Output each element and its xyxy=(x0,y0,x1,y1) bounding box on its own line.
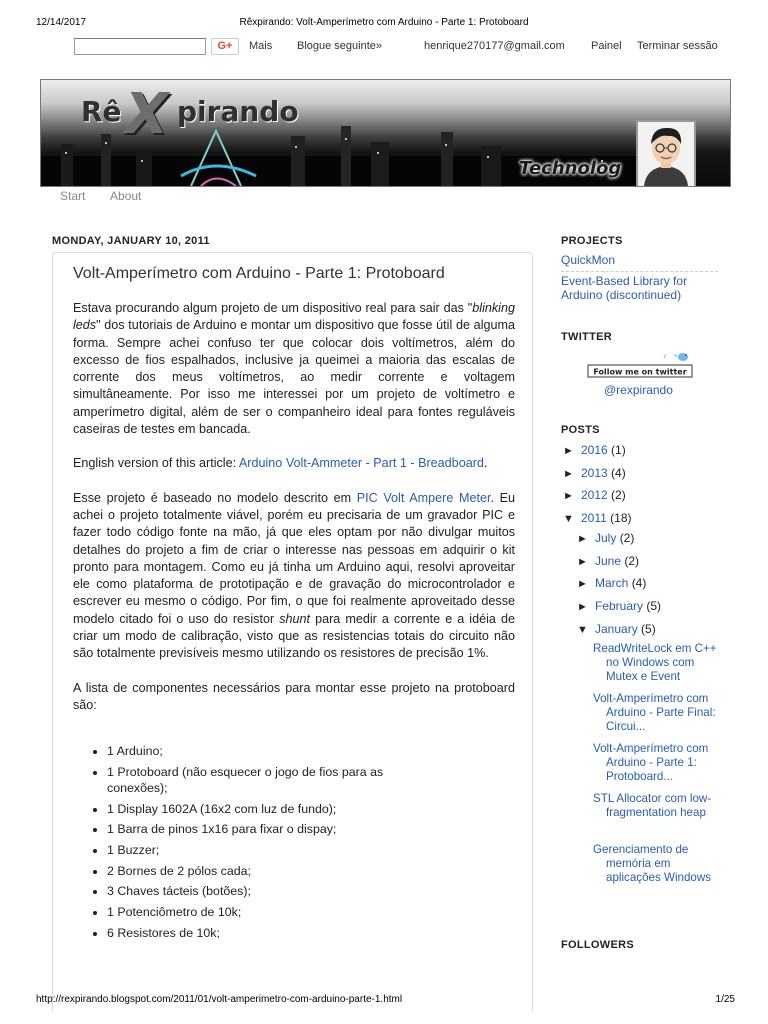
archive-year-2011[interactable]: ▼ 2011 (18) xyxy=(563,511,632,525)
list-item: • 1 Barra de pinos 1x16 para fixar o dispay; xyxy=(107,821,515,837)
collapse-arrow-icon: ▼ xyxy=(577,624,588,636)
list-item: • 3 Chaves tácteis (botões); xyxy=(107,883,515,899)
list-item: • 6 Resistores de 10k; xyxy=(107,925,515,941)
projects-heading: PROJECTS xyxy=(561,235,623,247)
list-item: • 1 Protoboard (não esquecer o jogo de fios para as conexões); xyxy=(107,764,515,796)
tab-start[interactable]: Start xyxy=(60,189,86,203)
list-item: • 1 Potenciômetro de 10k; xyxy=(107,904,515,920)
print-footer xyxy=(0,994,768,1008)
archive-year-2012[interactable]: ► 2012 (2) xyxy=(563,488,626,502)
twitter-bird-icon xyxy=(678,353,688,361)
more-link[interactable]: Mais xyxy=(249,40,273,52)
google-plus-button[interactable]: G+ xyxy=(211,38,239,55)
archive-month-june[interactable]: ► June (2) xyxy=(577,554,640,568)
archive-month-july[interactable]: ► July (2) xyxy=(577,531,635,545)
list-item: • 2 Bornes de 2 pólos cada; xyxy=(107,863,515,879)
archive-month-march[interactable]: ► March (4) xyxy=(577,576,647,590)
expand-arrow-icon: ► xyxy=(563,468,574,480)
archive-post-link[interactable]: Gerenciamento de memória em aplicações Windows xyxy=(593,843,712,884)
signout-link[interactable]: Terminar sessão xyxy=(637,40,718,52)
archive-year-2013[interactable]: ► 2013 (4) xyxy=(563,466,626,480)
logo-text-left: Rê xyxy=(81,95,122,128)
english-version-link[interactable]: Arduino Volt-Ammeter - Part 1 - Breadboard xyxy=(238,456,484,471)
archive-month-january[interactable]: ▼ January (5) xyxy=(577,622,656,636)
blogger-navbar xyxy=(70,36,740,58)
post-body xyxy=(73,300,515,945)
archive-year-2016[interactable]: ► 2016 (1) xyxy=(563,443,626,457)
next-blog-link[interactable]: Blogue seguinte» xyxy=(297,40,383,52)
print-page-number: 1/25 xyxy=(715,994,735,1005)
followers-heading: FOLLOWERS xyxy=(561,939,634,951)
post-paragraph: A lista de componentes necessários para montar esse projeto na protoboard são: xyxy=(73,680,515,712)
expand-arrow-icon: ► xyxy=(577,601,588,613)
list-item: • 1 Display 1602A (16x2 com luz de fundo); xyxy=(107,801,515,817)
svg-text:♪: ♪ xyxy=(663,353,667,360)
pic-volt-ampere-meter-link[interactable]: PIC Volt Ampere Meter xyxy=(356,490,491,505)
post-paragraph: Estava procurando algum projeto de um dispositivo real para sair das "blinking leds" dos tutoriais de Arduino e montar um dispositivo que fosse útil de alguma forma. Sempre achei confuso ter que colocar dois voltímetros, além do excesso de fios espalhados, inclusive ja queimei a maioria das escalas de corrente dos meus voltímetros, ao medir corrente e voltagem simultâneamente. Por isso me interessei por um projeto de voltímetro e amperímetro digital, além de ser o companheiro ideal para fontes reguláveis caseiras de testes em bancada. xyxy=(73,301,515,437)
twitter-heading: TWITTER xyxy=(561,331,612,343)
post-title[interactable]: Volt-Amperímetro com Arduino - Parte 1: Protoboard xyxy=(73,265,445,282)
archive-post-link[interactable]: Volt-Amperímetro com Arduino - Parte Final: Circui... xyxy=(593,692,716,733)
user-email: henrique270177@gmail.com xyxy=(424,40,565,52)
post-paragraph: English version of this article: Arduino Volt-Ammeter - Part 1 - Breadboard. xyxy=(73,456,488,471)
project-link-event-library[interactable]: Event-Based Library for Arduino (discontinued) xyxy=(561,274,688,302)
blog-header-banner[interactable] xyxy=(40,79,731,187)
divider xyxy=(561,271,718,272)
posts-heading: POSTS xyxy=(561,424,600,436)
expand-arrow-icon: ► xyxy=(563,445,574,457)
tab-about[interactable]: About xyxy=(110,189,142,203)
print-title: Rêxpirando: Volt-Amperímetro com Arduino - Parte 1: Protoboard xyxy=(239,17,529,28)
collapse-arrow-icon: ▼ xyxy=(563,513,574,525)
post-date-header: MONDAY, JANUARY 10, 2011 xyxy=(52,235,210,247)
list-item: • 1 Buzzer; xyxy=(107,842,515,858)
expand-arrow-icon: ► xyxy=(577,556,588,568)
archive-post-link[interactable]: ReadWriteLock em C++ no Windows com Mutex e Event xyxy=(593,642,717,683)
banner-tagline: Technolog xyxy=(519,158,622,179)
twitter-badge-text: Follow me on twitter xyxy=(593,367,687,377)
expand-arrow-icon: ► xyxy=(577,578,588,590)
print-header xyxy=(0,17,768,31)
logo-text-right: pirando xyxy=(177,95,299,128)
expand-arrow-icon: ► xyxy=(563,490,574,502)
list-item: • 1 Arduino; xyxy=(107,743,515,759)
emphasis-text: blinking leds xyxy=(73,301,515,333)
project-link-quickmon[interactable]: QuickMon xyxy=(561,253,616,267)
twitter-follow-badge[interactable] xyxy=(587,349,695,379)
dashboard-link[interactable]: Painel xyxy=(591,40,622,52)
emphasis-text: shunt xyxy=(279,611,311,626)
archive-post-link[interactable]: Volt-Amperímetro com Arduino - Parte 1: Protoboard... xyxy=(593,742,709,783)
search-input[interactable] xyxy=(74,38,206,55)
archive-month-february[interactable]: ► February (5) xyxy=(577,599,662,613)
logo-x: X xyxy=(125,82,169,147)
archive-post-link[interactable]: STL Allocator com low-fragmentation heap xyxy=(593,792,712,819)
expand-arrow-icon: ► xyxy=(577,533,588,545)
print-date: 12/14/2017 xyxy=(36,17,87,28)
twitter-handle-link[interactable]: @rexpirando xyxy=(604,383,673,397)
print-url: http://rexpirando.blogspot.com/2011/01/volt-amperimetro-com-arduino-parte-1.html xyxy=(36,994,403,1005)
page-tabs xyxy=(60,189,163,205)
component-list xyxy=(73,743,515,941)
author-avatar xyxy=(636,120,696,187)
post-paragraph: Esse projeto é baseado no modelo descrito em PIC Volt Ampere Meter. Eu achei o projeto totalmente viável, porém eu precisaria de um gravador PIC e fazer todo código fonte na mão, já que eles optam por não divulgar muitos detalhes do projeto a fim de criar o interesse nas pessoas em adquirir o kit pronto para montagem. Como eu já tinha um Arduino aqui, resolvi aproveitar ele como plataforma de prototipação e de gravação do microcontrolador e escrever eu mesmo o código. Por fim, o que foi realmente aproveitado desse modelo citado foi o uso do resistor shunt para medir a corrente e a idéia de criar um modo de calibração, visto que as resistencias totais do circuito não são totalmente previsíveis mesmo utilizando os resistores de precisão 1%. xyxy=(73,490,515,661)
